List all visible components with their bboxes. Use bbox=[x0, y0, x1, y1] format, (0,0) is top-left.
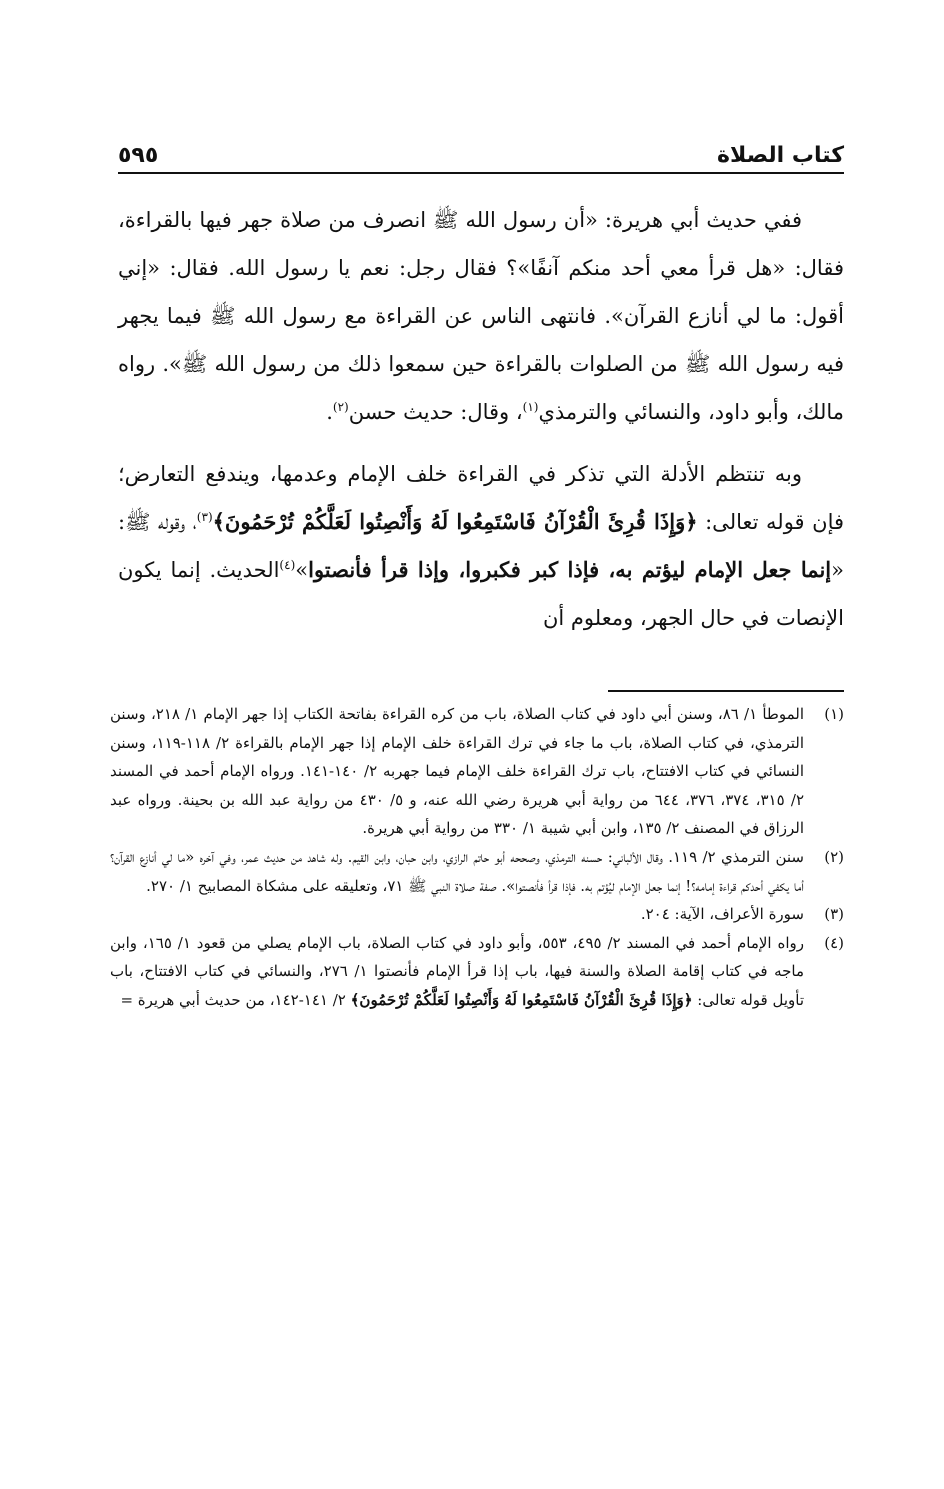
header-rule bbox=[118, 172, 844, 174]
paragraph-2-start: وبه تنتظم الأدلة التي تذكر في القراءة خلف الإمام وعدمها، ويندفع التعارض؛ فإن قوله تعالى: bbox=[118, 462, 845, 534]
main-text bbox=[118, 196, 844, 656]
footnote-ref-3: (٣) bbox=[196, 510, 213, 524]
footnote-2 bbox=[110, 843, 844, 900]
paragraph-2 bbox=[118, 450, 844, 642]
paragraph-1-text: ففي حديث أبي هريرة: «أن رسول الله ﷺ انصرف من صلاة جهر فيها بالقراءة، فقال: «هل قرأ معي أحد منكم آنفًا»؟ فقال رجل: نعم يا رسول الله. فقال: «إني أقول: ما لي أنازع القرآن». فانتهى الناس عن القراءة مع رسول الله ﷺ فيما يجهر فيه رسول الله ﷺ من الصلوات بالقراءة حين سمعوا ذلك من رسول الله ﷺ». رواه مالك، وأبو داود، والنسائي والترمذي bbox=[118, 208, 844, 424]
footnote-text: سورة الأعراف، الآية: ٢٠٤. bbox=[640, 905, 804, 924]
footnote-text: سنن الترمذي ٢/ ١١٩. وقال الألباني: حسنه الترمذي، وصححه أبو حاتم الرازي، وابن حبان، وابن القيم. وله شاهد من حديث عمر، وفي آخره «ما لي أنازع القرآن؟ أما يكفي أحدكم قراءة إمامه؟! إنما جعل الإمام ليُؤتم به. فإذا قرأ فأنصتوا». صفة صلاة النبي ﷺ ٧١، وتعليقه على مشكاة المصابيح ١/ ٢٧٠. bbox=[110, 847, 804, 895]
footnote-1 bbox=[110, 700, 844, 843]
footnote-number: (١) bbox=[824, 705, 844, 723]
paragraph-1-mid: ، وقال: حديث حسن bbox=[348, 400, 523, 424]
paragraph-2-mid: ، وقوله ﷺ: « bbox=[118, 510, 844, 582]
quran-verse: ﴿وَإِذَا قُرِئَ الْقُرْآنُ فَاسْتَمِعُوا لَهُ وَأَنْصِتُوا لَعَلَّكُمْ تُرْحَمُونَ﴾ bbox=[212, 509, 698, 534]
footnote-tail: ٢/ ١٤١-١٤٢، من حديث أبي هريرة = bbox=[120, 990, 346, 1009]
paragraph-2-end: الحديث. إنما يكون الإنصات في حال الجهر، ومعلوم أن bbox=[118, 558, 844, 630]
footnote-3 bbox=[110, 900, 844, 929]
hadith-close: » bbox=[295, 558, 309, 582]
footnote-text-group bbox=[110, 929, 804, 1015]
footnote-number: (٢) bbox=[824, 847, 844, 866]
footnote-rule bbox=[608, 690, 844, 692]
footnote-text: رواه الإمام أحمد في المسند ٢/ ٤٩٥، ٥٥٣، وأبو داود في كتاب الصلاة، باب الإمام يصلي من قعود ١/ ١٦٥، وابن ماجه في كتاب إقامة الصلاة والسنة فيها، باب إذا قرأ الإمام فأنصتوا ١/ ٢٧٦، والنسائي في كتاب الافتتاح، باب تأويل قوله تعالى: bbox=[110, 933, 804, 1009]
running-title: كتاب الصلاة bbox=[717, 143, 844, 168]
footnote-number: (٤) bbox=[824, 933, 844, 952]
footnote-text: الموطأ ١/ ٨٦، وسنن أبي داود في كتاب الصلاة، باب من كره القراءة بفاتحة الكتاب إذا جهر الإمام ١/ ٢١٨، وسنن الترمذي، في كتاب الصلاة، باب ما جاء في ترك القراءة خلف الإمام إذا جهر الإمام بالقراءة ٢/ ١١٨-١١٩، وسنن النسائي في كتاب الافتتاح، باب ترك القراءة خلف الإمام فيما جهربه ٢/ ١٤٠-١٤١. ورواه الإمام أحمد في المسند ٢/ ٣١٥، ٣٧٤، ٣٧٦، ٦٤٤ من رواية أبي هريرة رضي الله عنه، و ٥/ ٤٣٠ من رواية عبد الله بن بحينة. ورواه عبد الرزاق في المصنف ٢/ ١٣٥، وابن أبي شيبة ١/ ٣٣٠ من رواية أبي هريرة. bbox=[110, 705, 805, 838]
page-number: ٥٩٥ bbox=[118, 143, 159, 168]
footnote-quran-verse: ﴿وَإِذَا قُرِئَ الْقُرْآنُ فَاسْتَمِعُوا لَهُ وَأَنْصِتُوا لَعَلَّكُمْ تُرْحَمُونَ﴾ bbox=[350, 990, 693, 1009]
footnote-ref-4: (٤) bbox=[279, 558, 296, 572]
footnote-number: (٣) bbox=[824, 905, 844, 924]
footnote-ref-1: (١) bbox=[522, 400, 539, 414]
paragraph-1-end: . bbox=[326, 400, 333, 424]
paragraph-1 bbox=[118, 196, 844, 436]
footnote-4 bbox=[110, 929, 844, 1015]
hadith-quote: إنما جعل الإمام ليؤتم به، فإذا كبر فكبروا، وإذا قرأ فأنصتوا bbox=[308, 557, 832, 582]
footnotes bbox=[110, 700, 844, 1015]
page-header bbox=[118, 128, 844, 168]
footnote-ref-2: (٢) bbox=[332, 400, 349, 414]
